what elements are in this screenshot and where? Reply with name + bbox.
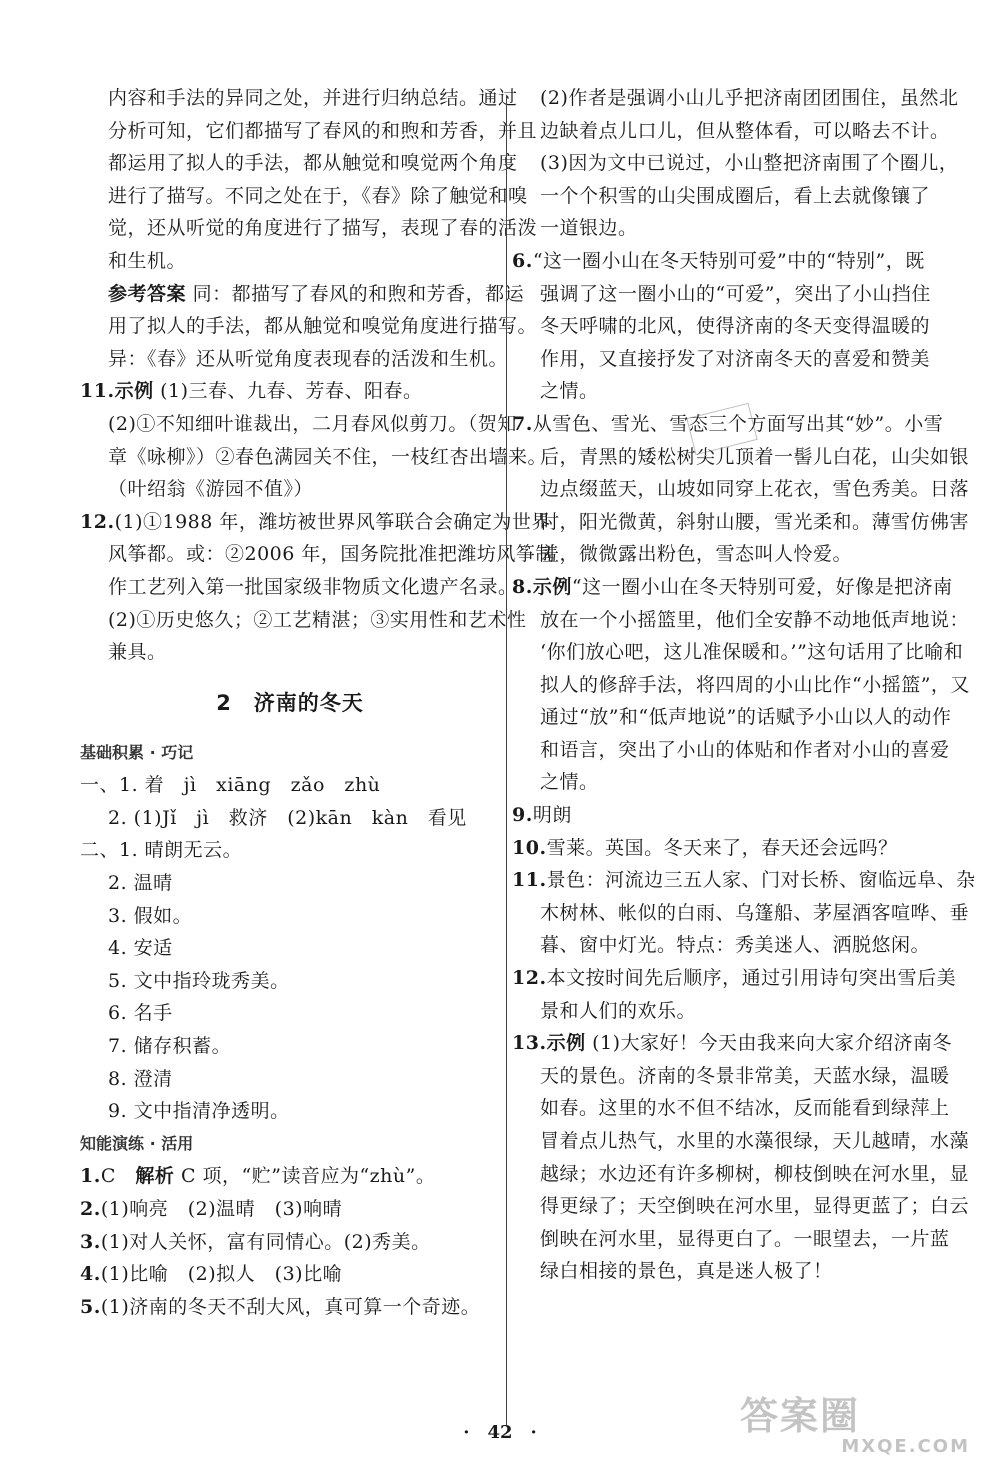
text-line: 觉，还从听觉的角度进行了描写，表现了春的活泼 bbox=[108, 217, 538, 240]
text-line: 拟人的修辞手法，将四周的小山比作“小摇篮”，又 bbox=[540, 673, 970, 696]
text-line: 4. 安适 bbox=[108, 937, 173, 960]
text-line: 倒映在河水里，显得更白了。一眼望去，一片蓝 bbox=[540, 1227, 950, 1250]
subsection-heading: 知能演练 · 活用 bbox=[80, 1133, 194, 1153]
example-label: 示例 bbox=[114, 380, 154, 403]
text-line: 冒着点儿热气，水里的水藻很绿，天儿越晴，水藻 bbox=[540, 1130, 970, 1152]
question-10 bbox=[512, 832, 948, 865]
text-line: 二、1. 晴朗无云。 bbox=[80, 839, 243, 862]
text-line: 绿白相接的景色，真是迷人极了！ bbox=[540, 1260, 833, 1283]
text-line: 羞，微微露出粉色，雪态叫人怜爱。 bbox=[540, 543, 853, 566]
answer-text: (1)对人关怀，富有同情心。(2)秀美。 bbox=[100, 1230, 431, 1253]
text-line: 如春。这里的水不但不结冰，反而能看到绿萍上 bbox=[540, 1097, 950, 1120]
analysis-text: C 项，“贮”读音应为“zhù”。 bbox=[174, 1165, 436, 1188]
text-line: 越绿；水边还有许多柳树，柳枝倒映在河水里，显 bbox=[540, 1162, 970, 1185]
question-text: 本文按时间先后顺序，通过引用诗句突出雪后美 bbox=[546, 967, 957, 990]
text-line: 后，青黑的矮松树尖儿顶着一髻儿白花，山尖如银 bbox=[540, 445, 970, 468]
text-line: 和语言，突出了小山的体贴和作者对小山的喜爱 bbox=[540, 738, 950, 761]
practice-4 bbox=[80, 1258, 500, 1291]
analysis-label: 解析 bbox=[135, 1165, 175, 1188]
text-line: 3. 假如。 bbox=[108, 904, 193, 927]
text-line: 用了拟人的手法，都从触觉和嗅觉角度进行描写。 bbox=[108, 315, 538, 338]
question-number: 12. bbox=[80, 510, 115, 533]
text-line: 得更绿了；天空倒映在河水里，显得更蓝了；白云 bbox=[540, 1195, 970, 1218]
question-8 bbox=[512, 571, 953, 604]
watermark-logo bbox=[740, 1396, 970, 1460]
question-number: 6. bbox=[512, 249, 533, 272]
text-line: 时，阳光微黄，斜射山腰，雪光柔和。薄雪仿佛害 bbox=[540, 510, 970, 533]
text-line: 一个个积雪的山尖围成圈后，看上去就像镶了 bbox=[540, 184, 931, 207]
answer-text: (1)济南的冬天不刮大风，真可算一个奇迹。 bbox=[100, 1295, 481, 1318]
text-line: 5. 文中指玲珑秀美。 bbox=[108, 969, 290, 992]
text-line: (3)因为文中已说过，小山整把济南围了个圈儿， bbox=[540, 152, 959, 175]
example-label: 示例 bbox=[546, 1032, 586, 1055]
text-line: 作工艺列入第一批国家级非物质文化遗产名录。 bbox=[108, 575, 518, 598]
question-number: 12. bbox=[512, 967, 547, 990]
question-text: (1)三春、九春、芳春、阳春。 bbox=[160, 380, 423, 403]
practice-1 bbox=[80, 1160, 500, 1193]
text-line: 之情。 bbox=[540, 771, 599, 794]
question-11 bbox=[80, 375, 500, 408]
text-line: 作用，又直接抒发了对济南冬天的喜爱和赞美 bbox=[540, 347, 931, 370]
text-line: 放在一个小摇篮里，他们全安静不动地低声地说： bbox=[540, 608, 970, 631]
text-line: 分析可知，它们都描写了春风的和煦和芳香，并且 bbox=[108, 119, 538, 142]
answer-text: (1)响亮 (2)温晴 (3)响晴 bbox=[100, 1198, 343, 1220]
watermark-text: 答案圈 bbox=[740, 1394, 861, 1438]
question-9 bbox=[512, 799, 948, 832]
answer-line bbox=[80, 278, 525, 311]
practice-2 bbox=[80, 1193, 500, 1226]
practice-5 bbox=[80, 1291, 500, 1324]
question-12 bbox=[80, 506, 551, 539]
answer-label: 参考答案 bbox=[108, 282, 187, 305]
text-line: 异：《春》还从听觉角度表现春的活泼和生机。 bbox=[108, 347, 509, 370]
question-number: 10. bbox=[512, 836, 547, 859]
question-11 bbox=[512, 864, 976, 897]
question-number: 2. bbox=[80, 1198, 101, 1220]
text-line: 暮、窗中灯光。特点：秀美迷人、洒脱悠闲。 bbox=[540, 934, 931, 957]
question-number: 3. bbox=[80, 1230, 101, 1253]
text-line: 进行了描写。不同之处在于，《春》除了触觉和嗅 bbox=[108, 184, 528, 207]
question-number: 1. bbox=[80, 1165, 101, 1188]
text-line: 和生机。 bbox=[108, 249, 187, 272]
text-line: 2. 温晴 bbox=[108, 872, 173, 895]
question-text: (1)①1988 年，潍坊被世界风筝联合会确定为世界 bbox=[114, 510, 551, 533]
text-line: (2)①不知细叶谁裁出，二月春风似剪刀。（贺知 bbox=[108, 412, 517, 435]
text-line: 景和人们的欢乐。 bbox=[540, 999, 697, 1022]
practice-3 bbox=[80, 1226, 500, 1259]
question-text: 从雪色、雪光、雪态三个方面写出其“妙”。小雪 bbox=[532, 412, 944, 435]
question-text: 明朗 bbox=[532, 804, 572, 827]
question-text: “这一圈小山在冬天特别可爱”中的“特别”，既 bbox=[532, 249, 925, 272]
question-number: 5. bbox=[80, 1295, 101, 1318]
question-text: “这一圈小山在冬天特别可爱，好像是把济南 bbox=[571, 575, 953, 598]
question-number: 4. bbox=[80, 1263, 101, 1286]
text-line: ‘你们放心吧，这儿准保暖和。’”这句话用了比喻和 bbox=[540, 641, 964, 664]
answer-text: (1)比喻 (2)拟人 (3)比喻 bbox=[100, 1263, 343, 1286]
question-6 bbox=[512, 245, 948, 278]
question-number: 11. bbox=[80, 380, 115, 403]
text-line: 6. 名手 bbox=[108, 1002, 173, 1025]
text-line: 一道银边。 bbox=[540, 217, 638, 240]
column-divider bbox=[506, 96, 507, 1426]
text-line: 9. 文中指清净透明。 bbox=[108, 1100, 290, 1123]
text-line: (2)作者是强调小山儿乎把济南团团围住，虽然北 bbox=[540, 87, 959, 109]
answer-text: 同：都描写了春风的和煦和芳香，都运 bbox=[192, 282, 525, 305]
text-line: 兼具。 bbox=[108, 641, 167, 664]
text-line: 边点缀蓝天，山坡如同穿上花衣，雪色秀美。日落 bbox=[540, 478, 970, 501]
subsection-heading: 基础积累 · 巧记 bbox=[80, 742, 194, 762]
text-line: 章《咏柳》）②春色满园关不住，一枝红杏出墙来。 bbox=[108, 445, 548, 468]
text-line: 8. 澄清 bbox=[108, 1067, 173, 1090]
answer-text: C bbox=[100, 1165, 136, 1188]
text-line: 通过“放”和“低声地说”的话赋予小山以人的动作 bbox=[540, 706, 952, 729]
question-13 bbox=[512, 1027, 953, 1060]
text-line: 之情。 bbox=[540, 380, 599, 403]
section-title: 2 济南的冬天 bbox=[216, 690, 364, 715]
text-line: 7. 储存积蓄。 bbox=[108, 1035, 232, 1058]
text-line: (2)①历史悠久；②工艺精湛；③实用性和艺术性 bbox=[108, 608, 527, 631]
text-line: 都运用了拟人的手法，都从触觉和嗅觉两个角度 bbox=[108, 152, 518, 175]
question-number: 8. bbox=[512, 575, 533, 598]
example-label: 示例 bbox=[532, 575, 572, 598]
text-line: 风筝都。或：②2006 年，国务院批准把潍坊风筝制 bbox=[108, 543, 555, 566]
text-line: 边缺着点儿口儿，但从整体看，可以略去不计。 bbox=[540, 119, 950, 142]
question-text: 景色：河流边三五人家、门对长桥、窗临远阜、杂 bbox=[546, 869, 976, 892]
text-line: 内容和手法的异同之处，并进行归纳总结。通过 bbox=[108, 87, 518, 109]
question-number: 13. bbox=[512, 1032, 547, 1055]
question-12 bbox=[512, 962, 957, 995]
question-number: 7. bbox=[512, 412, 533, 435]
question-number: 11. bbox=[512, 869, 547, 892]
question-number: 9. bbox=[512, 804, 533, 827]
text-line: 冬天呼啸的北风，使得济南的冬天变得温暖的 bbox=[540, 315, 931, 338]
page-number: · 42 · bbox=[463, 1422, 537, 1443]
text-line: 强调了这一圈小山的“可爱”，突出了小山挡住 bbox=[540, 282, 931, 305]
text-line: （叶绍翁《游园不值》） bbox=[108, 478, 314, 501]
text-line: 木树林、帐似的白雨、乌篷船、茅屋酒客喧哗、垂 bbox=[540, 901, 970, 924]
question-text: 雪莱。英国。冬天来了，春天还会远吗？ bbox=[546, 836, 898, 859]
question-text: (1)大家好！今天由我来向大家介绍济南冬 bbox=[592, 1032, 953, 1055]
right-column bbox=[512, 82, 976, 1288]
watermark-url: MXQE.COM bbox=[841, 1436, 970, 1457]
text-line: 2. (1)Jǐ jì 救济 (2)kān kàn 看见 bbox=[108, 806, 467, 829]
text-line: 一、1. 着 jì xiāng zǎo zhù bbox=[80, 774, 381, 797]
text-line: 天的景色。济南的冬景非常美，天蓝水绿，温暖 bbox=[540, 1064, 950, 1087]
